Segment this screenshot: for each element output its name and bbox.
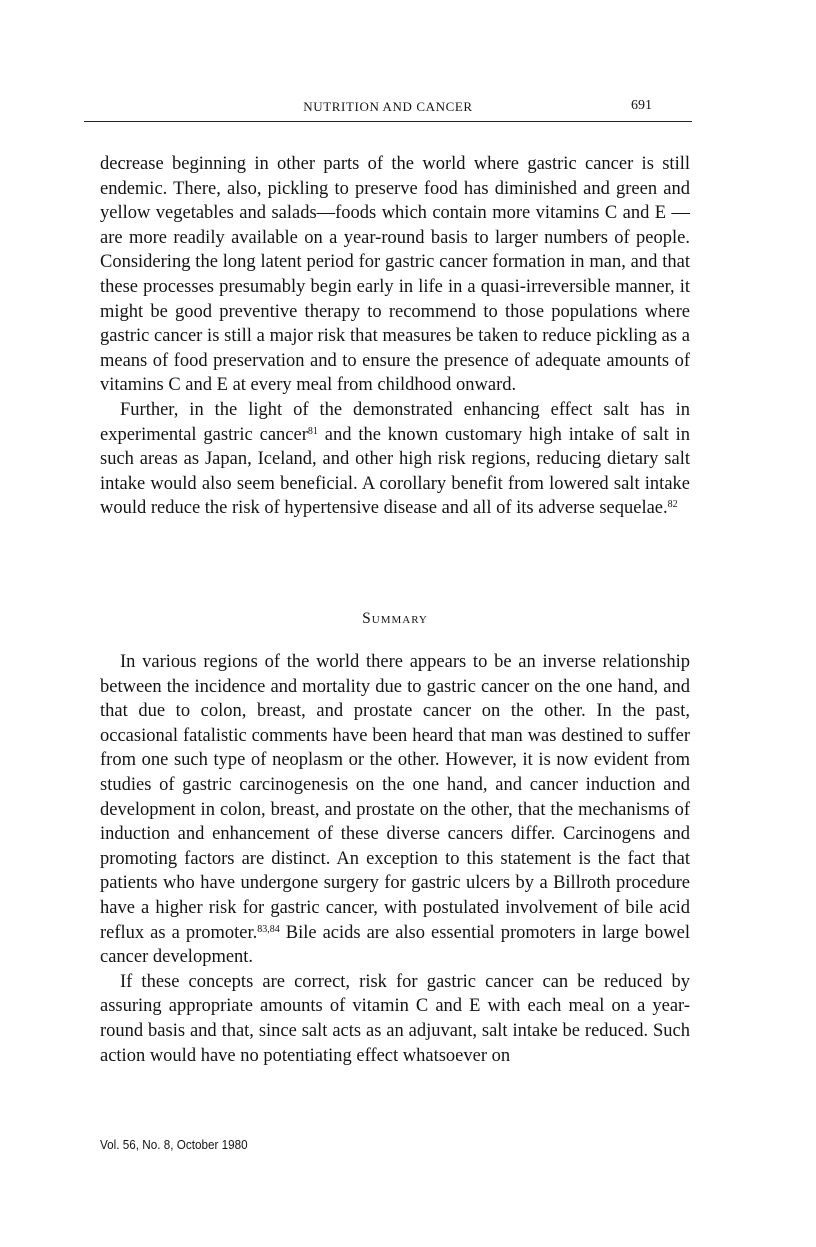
running-title: NUTRITION AND CANCER — [303, 99, 473, 114]
paragraph-salt-text-1: Further, in the light of the demonstrated enhancing effect salt has in experimental gastric cancer — [100, 399, 690, 445]
summary-paragraph-1 — [100, 650, 690, 970]
body-text-top — [100, 152, 690, 521]
reference-83-84: 83,84 — [257, 923, 280, 935]
reference-82: 82 — [667, 499, 678, 511]
body-text-summary — [100, 650, 690, 1068]
page-number: 691 — [631, 98, 652, 113]
reference-81: 81 — [307, 425, 318, 437]
summary-paragraph-2: If these concepts are correct, risk for gastric cancer can be reduced by assuring appropriate amounts of vitamin C and E with each meal on a year-round basis and that, since salt acts as an adjuvant, salt intake be reduced. Such action would have no potentiating effect whatsoever on — [100, 971, 690, 1066]
paragraph-continued: decrease beginning in other parts of the world where gastric cancer is still endemic. There, also, pickling to preserve food has diminished and green and yellow vegetables and salads—foods which contain more vitamins C and E — are more readily available on a year-round basis to larger numbers of people. Considering the long latent period for gastric cancer formation in man, and that these processes presumably begin early in life in a quasi-irreversible manner, it might be good preventive therapy to recommend to those populations where gastric cancer is still a major risk that measures be taken to reduce pickling as a means of food preservation and to ensure the presence of adequate amounts of vitamins C and E at every meal from childhood onward. — [100, 154, 690, 396]
summary-paragraph-1-text-1: In various regions of the world there appears to be an inverse relationship between the incidence and mortality due to gastric cancer on the one hand, and that due to colon, breast, and prostate cancer on the other. In the past, occasional fatalistic comments have been heard that man was destined to suffer from one such type of neoplasm or the other. However, it is now evident from studies of gastric carcinogenesis on the one hand, and cancer induction and development in colon, breast, and prostate on the other, that the mechanisms of induction and enhancement of these diverse cancers differ. Carcinogens and promoting factors are distinct. An exception to this statement is the fact that patients who have undergone surgery for gastric ulcers by a Billroth procedure have a higher risk for gastric cancer, with postulated involvement of bile acid reflux as a promoter. — [100, 652, 690, 943]
paragraph-salt — [100, 398, 690, 521]
section-heading-summary: Summary — [362, 610, 428, 627]
summary-paragraph-1-text-2: Bile acids are also essential promoters in large bowel cancer development. — [100, 922, 690, 968]
footer-citation: Vol. 56, No. 8, October 1980 — [100, 1137, 248, 1152]
paragraph-salt-text-2: and the known customary high intake of salt in such areas as Japan, Iceland, and other high risk regions, reducing dietary salt intake would also seem beneficial. A corollary benefit from lowered salt intake would reduce the risk of hypertensive disease and all of its adverse sequelae. — [100, 424, 690, 519]
running-header — [84, 97, 692, 122]
